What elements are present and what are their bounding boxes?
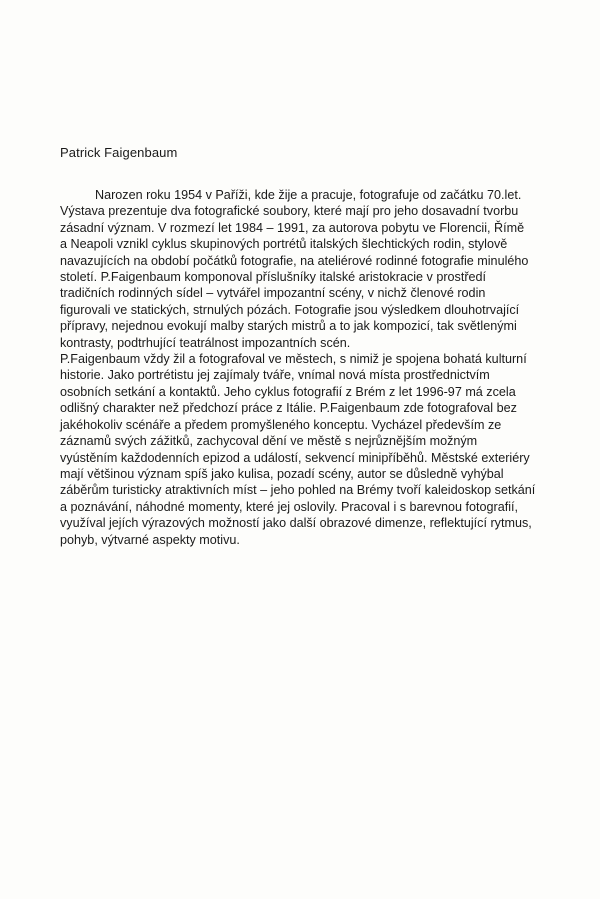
text-line: figurovali ve statických, strnulých pózách. Fotografie jsou výsledkem dlouhotrvající (60, 302, 520, 317)
text-line: a poznávání, náhodné momenty, které jej oslovily. Pracoval i s barevnou fotografií, (60, 499, 519, 514)
text-line: Výstava prezentuje dva fotografické soubory, které mají pro jeho dosavadní tvorbu (60, 204, 519, 219)
text-line: Narozen roku 1954 v Paříži, kde žije a pracuje, fotografuje od začátku 70.let. (95, 188, 522, 202)
text-line: záběrům turisticky atraktivních míst – jeho pohled na Brémy tvoří kaleidoskop setkání (60, 483, 536, 498)
text-line: století. P.Faigenbaum komponoval příslušníky italské aristokracie v prostředí (60, 270, 487, 285)
text-line: vyústěním každodenních epizod a událostí, sekvencí minipříběhů. Městské exteriéry (60, 450, 530, 465)
text-line: využíval jejích výrazových možností jako další obrazové dimenze, reflektující rytmus, (60, 516, 532, 531)
text-line: přípravy, nejednou evokují malby starých mistrů a to jak kompozicí, tak světlenými (60, 319, 517, 334)
body-text (60, 187, 580, 548)
text-line: pohyb, výtvarné aspekty motivu. (60, 532, 240, 547)
text-line: odlišný charakter než předchozí práce z Itálie. P.Faigenbaum zde fotografoval bez (60, 401, 517, 416)
text-line: mají většinou význam spíš jako kulisa, pozadí scény, autor se důsledně vyhýbal (60, 466, 504, 481)
text-line: záznamů svých zážitků, zachycoval dění ve městě s nejrůznějším možným (60, 434, 478, 449)
author-heading: Patrick Faigenbaum (60, 145, 178, 160)
text-line: osobních setkání a kontaktů. Jeho cyklus fotografií z Brém z let 1996-97 má zcela (60, 384, 516, 399)
text-line: zásadní význam. V rozmezí let 1984 – 1991, za autorova pobytu ve Florencii, Římě (60, 220, 525, 235)
text-line: navazujících na období počátků fotografie, na ateliérové rodinné fotografie minulého (60, 253, 529, 268)
text-line: jakéhokoliv scénáře a předem promyšleného konceptu. Vycházel především ze (60, 417, 502, 432)
text-line: historie. Jako portrétistu jej zajímaly tváře, vnímal nová místa prostřednictvím (60, 368, 490, 383)
text-line: P.Faigenbaum vždy žil a fotografoval ve městech, s nimiž je spojena bohatá kulturní (60, 352, 527, 367)
text-line: a Neapoli vznikl cyklus skupinových portrétů italských šlechtických rodin, stylově (60, 237, 508, 252)
text-line: tradičních rodinných sídel – vytvářel impozantní scény, v nichž členové rodin (60, 286, 486, 301)
text-line: kontrasty, podtrhující teatrálnost impozantních scén. (60, 335, 351, 350)
